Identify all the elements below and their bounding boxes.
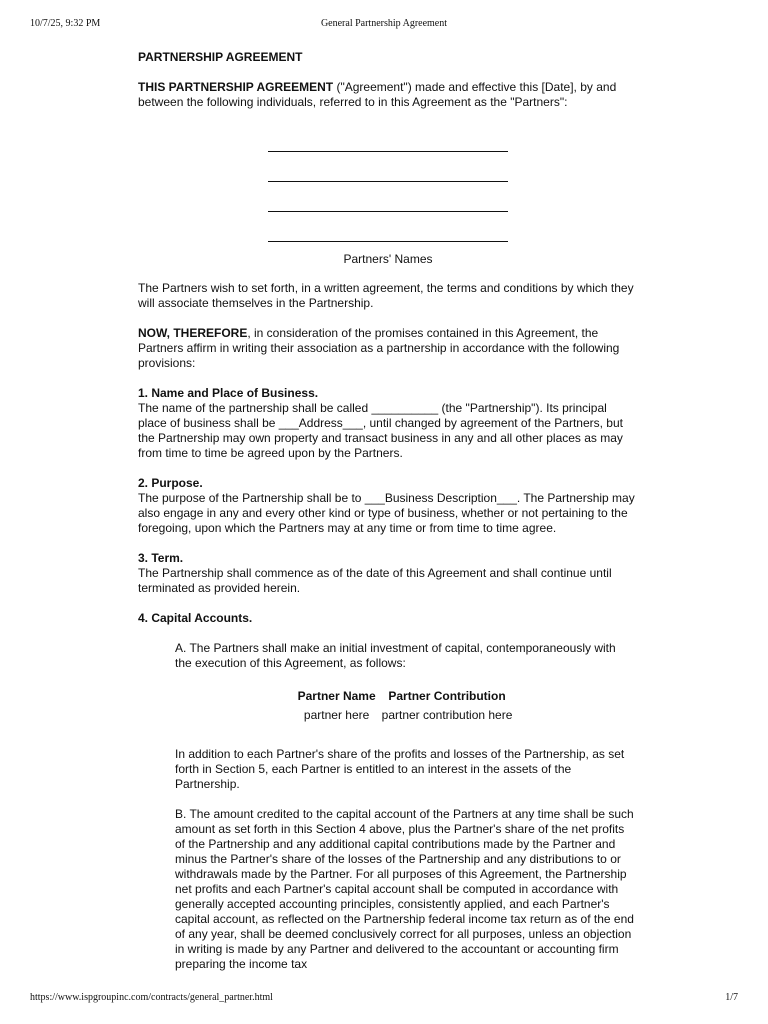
- print-page-number: 1/7: [725, 992, 738, 1003]
- table-header-partner-name: Partner Name: [297, 689, 376, 703]
- section-3-text: The Partnership shall commence as of the date of this Agreement and shall continue until terminated as provided herein.: [138, 566, 612, 595]
- intro-paragraph: [138, 80, 638, 110]
- print-datetime: 10/7/25, 9:32 PM: [30, 18, 101, 29]
- table-header-partner-contribution: Partner Contribution: [388, 689, 506, 703]
- now-therefore-bold: NOW, THEREFORE: [138, 326, 248, 340]
- print-header: [0, 18, 768, 34]
- partner-name-line-1[interactable]: [268, 122, 508, 152]
- section-1-heading: 1. Name and Place of Business.: [138, 386, 319, 400]
- partner-name-line-2[interactable]: [268, 152, 508, 182]
- now-therefore-text: , in consideration of the promises contained in this Agreement, the Partners affirm in writing their association as a partnership in accordance with the following provisions:: [138, 326, 620, 370]
- section-4a-text: A. The Partners shall make an initial investment of capital, contemporaneously with the execution of this Agreement, as follows:: [175, 641, 616, 670]
- table-cell-partner-contribution: partner contribution here: [381, 708, 513, 722]
- intro-bold: THIS PARTNERSHIP AGREEMENT: [138, 80, 334, 94]
- document-body: [138, 50, 638, 972]
- contribution-table: [295, 689, 516, 723]
- partner-name-line-4[interactable]: [268, 212, 508, 242]
- print-footer: [0, 992, 768, 1008]
- section-4-addition-text: In addition to each Partner's share of the profits and losses of the Partnership, as set forth in Section 5, each Partner is entitled to an interest in the assets of the Partnership.: [175, 747, 625, 791]
- partners-wish-paragraph: The Partners wish to set forth, in a written agreement, the terms and conditions by which they will associate themselves in the Partnership.: [138, 281, 634, 310]
- print-doc-title: General Partnership Agreement: [320, 18, 448, 29]
- contribution-table-wrapper: [175, 689, 635, 723]
- section-2-text: The purpose of the Partnership shall be to ___Business Description___. The Partnership may also engage in any and every other kind or type of business, whether or not pertaining to the foregoing, upon which the Partners may at any time or from time to time agree.: [138, 491, 635, 535]
- partner-signature-lines: [138, 122, 638, 242]
- document-title: PARTNERSHIP AGREEMENT: [138, 50, 303, 64]
- section-3-heading: 3. Term.: [138, 551, 184, 565]
- table-cell-partner-name: partner here: [303, 708, 370, 722]
- section-2-heading: 2. Purpose.: [138, 476, 203, 490]
- table-row: [295, 708, 516, 723]
- partner-name-line-3[interactable]: [268, 182, 508, 212]
- partners-names-caption: Partners' Names: [343, 252, 433, 266]
- section-1-text: The name of the partnership shall be called __________ (the "Partnership"). Its principal place of business shall be ___Address___, until changed by agreement of the Partners, but the Partnership may own property and transact business in any and all other places as may from time to time be agreed upon by the Partners.: [138, 401, 623, 460]
- section-4-heading: 4. Capital Accounts.: [138, 611, 253, 625]
- now-therefore-paragraph: [138, 326, 638, 371]
- section-4-body: [175, 641, 635, 972]
- intro-text: ("Agreement") made and effective this [Date], by and between the following individuals, referred to in this Agreement as the "Partners":: [138, 80, 617, 109]
- section-4b-text: B. The amount credited to the capital account of the Partners at any time shall be such amount as set forth in this Section 4 above, plus the Partner's share of the net profits of the Partnership and any additional capital contributions made by the Partner and minus the Partner's share of the losses of the Partnership and any distributions to or withdrawals made by the Partner. For all purposes of this Agreement, the Partnership net profits and each Partner's capital account shall be computed in accordance with generally accepted accounting principles, consistently applied, and each Partner's capital account, as reflected on the Partnership federal income tax return as of the end of any year, shall be deemed conclusively correct for all purposes, unless an objection in writing is made by any Partner and delivered to the accountant or accounting firm preparing the income tax: [175, 807, 634, 971]
- print-url[interactable]: https://www.ispgroupinc.com/contracts/general_partner.html: [30, 992, 273, 1003]
